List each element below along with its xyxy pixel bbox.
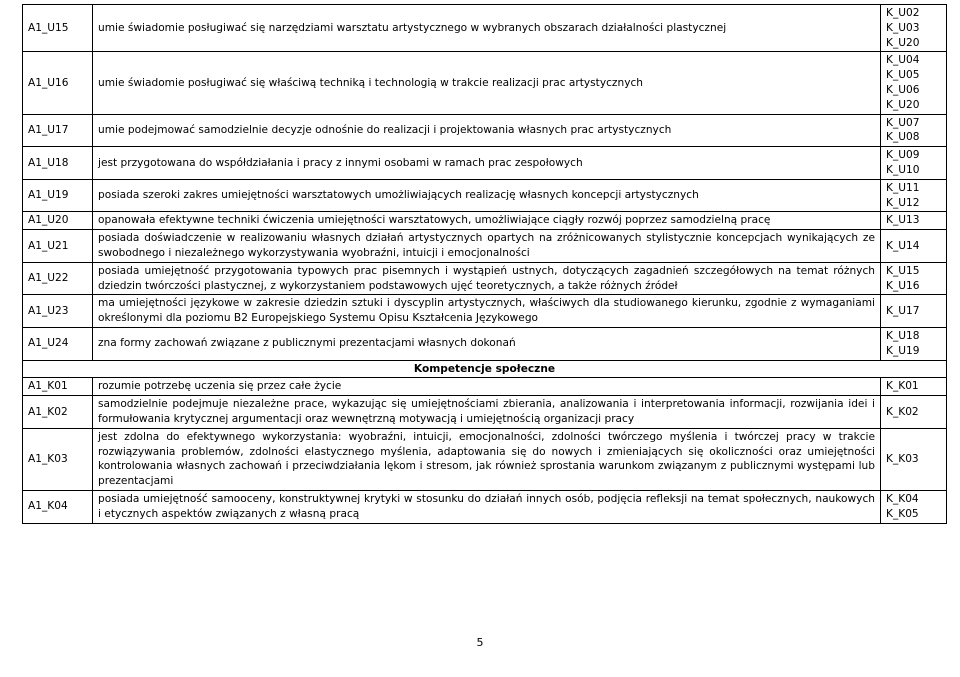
reference-code: K_U09 <box>886 149 920 162</box>
reference-code: K_U19 <box>886 344 920 357</box>
outcome-description: jest zdolna do efektywnego wykorzystania: wyobraźni, intuicji, emocjonalności, zdolności twórczego myślenia i twórczej pracy w trakcie rozwiązywania problemów, zdolności elastycznego myślenia, adaptowania się do nowych i zmieniających się okoliczności oraz umiejętności kontrolowania własnych zachowań i przeciwdziałania lękom i stresom, jak również sprostania warunkom związanym z publicznymi występami lub prezentacjami <box>93 428 881 490</box>
section-header-body <box>23 360 947 378</box>
reference-code: K_U04 <box>886 54 920 67</box>
outcome-code: A1_U21 <box>23 230 93 263</box>
reference-code: K_U18 <box>886 329 920 342</box>
outcome-description: rozumie potrzebę uczenia się przez całe życie <box>93 378 881 396</box>
reference-code: K_K03 <box>886 452 919 465</box>
table-row <box>23 5 947 52</box>
table-row <box>23 490 947 523</box>
reference-codes <box>881 428 947 490</box>
table-row <box>23 327 947 360</box>
outcome-description: zna formy zachowań związane z publicznymi prezentacjami własnych dokonań <box>93 327 881 360</box>
reference-code: K_K02 <box>886 405 919 418</box>
outcome-code: A1_U23 <box>23 295 93 328</box>
table-row <box>23 428 947 490</box>
table-row <box>23 212 947 230</box>
outcome-code: A1_U17 <box>23 114 93 147</box>
reference-code: K_U05 <box>886 69 920 82</box>
reference-code: K_U13 <box>886 214 920 227</box>
reference-codes <box>881 396 947 429</box>
outcome-code: A1_U20 <box>23 212 93 230</box>
reference-code: K_U12 <box>886 196 920 209</box>
outcome-description: posiada umiejętność przygotowania typowych prac pisemnych i wystąpień ustnych, dotyczących zagadnień szczegółowych na temat różnych dziedzin twórczości plastycznej, z wykorzystaniem podstawowych ujęć teoretycznych, a także różnych źródeł <box>93 262 881 295</box>
reference-code: K_U07 <box>886 116 920 129</box>
outcome-description: umie świadomie posługiwać się właściwą techniką i technologią w trakcie realizacji prac artystycznych <box>93 52 881 114</box>
table-row <box>23 147 947 180</box>
reference-code: K_K01 <box>886 380 919 393</box>
outcome-code: A1_U15 <box>23 5 93 52</box>
social-table-body <box>23 378 947 523</box>
table-row <box>23 295 947 328</box>
outcome-description: posiada doświadczenie w realizowaniu własnych działań artystycznych opartych na zróżnicowanych stylistycznie koncepcjach wynikających ze swobodnego i niezależnego wykorzystywania wyobraźni, intuicji i emocjonalności <box>93 230 881 263</box>
outcome-code: A1_K02 <box>23 396 93 429</box>
outcome-description: ma umiejętności językowe w zakresie dziedzin sztuki i dyscyplin artystycznych, właściwych dla studiowanego kierunku, zgodnie z wymaganiami określonymi dla poziomu B2 Europejskiego Systemu Opisu Kształcenia Językowego <box>93 295 881 328</box>
section-title: Kompetencje społeczne <box>23 360 947 378</box>
reference-codes <box>881 212 947 230</box>
outcome-description: opanowała efektywne techniki ćwiczenia umiejętności warsztatowych, umożliwiające ciągły rozwój poprzez samodzielną pracę <box>93 212 881 230</box>
reference-code: K_U16 <box>886 279 920 292</box>
reference-code: K_U03 <box>886 21 920 34</box>
outcome-code: A1_U22 <box>23 262 93 295</box>
reference-code: K_U20 <box>886 36 920 49</box>
reference-codes <box>881 378 947 396</box>
reference-code: K_U08 <box>886 131 920 144</box>
reference-code: K_K05 <box>886 507 919 520</box>
outcome-description: posiada szeroki zakres umiejętności warsztatowych umożliwiających realizację własnych koncepcji artystycznych <box>93 179 881 212</box>
table-row <box>23 114 947 147</box>
reference-code: K_K04 <box>886 492 919 505</box>
outcome-code: A1_U24 <box>23 327 93 360</box>
learning-outcomes-table <box>22 4 947 524</box>
outcome-description: umie podejmować samodzielnie decyzje odnośnie do realizacji i projektowania własnych prac artystycznych <box>93 114 881 147</box>
reference-code: K_U02 <box>886 7 920 19</box>
reference-code: K_U15 <box>886 264 920 277</box>
outcome-code: A1_U16 <box>23 52 93 114</box>
reference-codes <box>881 5 947 52</box>
reference-code: K_U10 <box>886 163 920 176</box>
outcome-description: samodzielnie podejmuje niezależne prace, wykazując się umiejętnościami zbierania, analizowania i interpretowania informacji, rozwijania idei i formułowania krytycznej argumentacji oraz wewnętrzną motywacją i umiejętnością organizacji pracy <box>93 396 881 429</box>
section-header-row <box>23 360 947 378</box>
page-number: 5 <box>476 636 484 649</box>
reference-codes <box>881 114 947 147</box>
reference-codes <box>881 327 947 360</box>
reference-code: K_U11 <box>886 181 920 194</box>
outcome-description: umie świadomie posługiwać się narzędziami warsztatu artystycznego w wybranych obszarach działalności plastycznej <box>93 5 881 52</box>
table-row <box>23 262 947 295</box>
reference-codes <box>881 490 947 523</box>
skills-table-body <box>23 5 947 361</box>
reference-codes <box>881 295 947 328</box>
table-row <box>23 52 947 114</box>
outcome-code: A1_K04 <box>23 490 93 523</box>
reference-code: K_U14 <box>886 239 920 252</box>
reference-codes <box>881 52 947 114</box>
table-row <box>23 396 947 429</box>
outcome-code: A1_K03 <box>23 428 93 490</box>
reference-codes <box>881 230 947 263</box>
outcome-description: posiada umiejętność samooceny, konstruktywnej krytyki w stosunku do działań innych osób, podjęcia refleksji na temat społecznych, naukowych i etycznych aspektów związanych z własną pracą <box>93 490 881 523</box>
reference-code: K_U06 <box>886 83 920 96</box>
reference-code: K_U20 <box>886 98 920 111</box>
outcome-code: A1_U18 <box>23 147 93 180</box>
reference-codes <box>881 179 947 212</box>
reference-code: K_U17 <box>886 304 920 317</box>
table-row <box>23 378 947 396</box>
reference-codes <box>881 147 947 180</box>
reference-codes <box>881 262 947 295</box>
table-row <box>23 179 947 212</box>
outcome-description: jest przygotowana do współdziałania i pracy z innymi osobami w ramach prac zespołowych <box>93 147 881 180</box>
outcome-code: A1_U19 <box>23 179 93 212</box>
table-row <box>23 230 947 263</box>
outcome-code: A1_K01 <box>23 378 93 396</box>
